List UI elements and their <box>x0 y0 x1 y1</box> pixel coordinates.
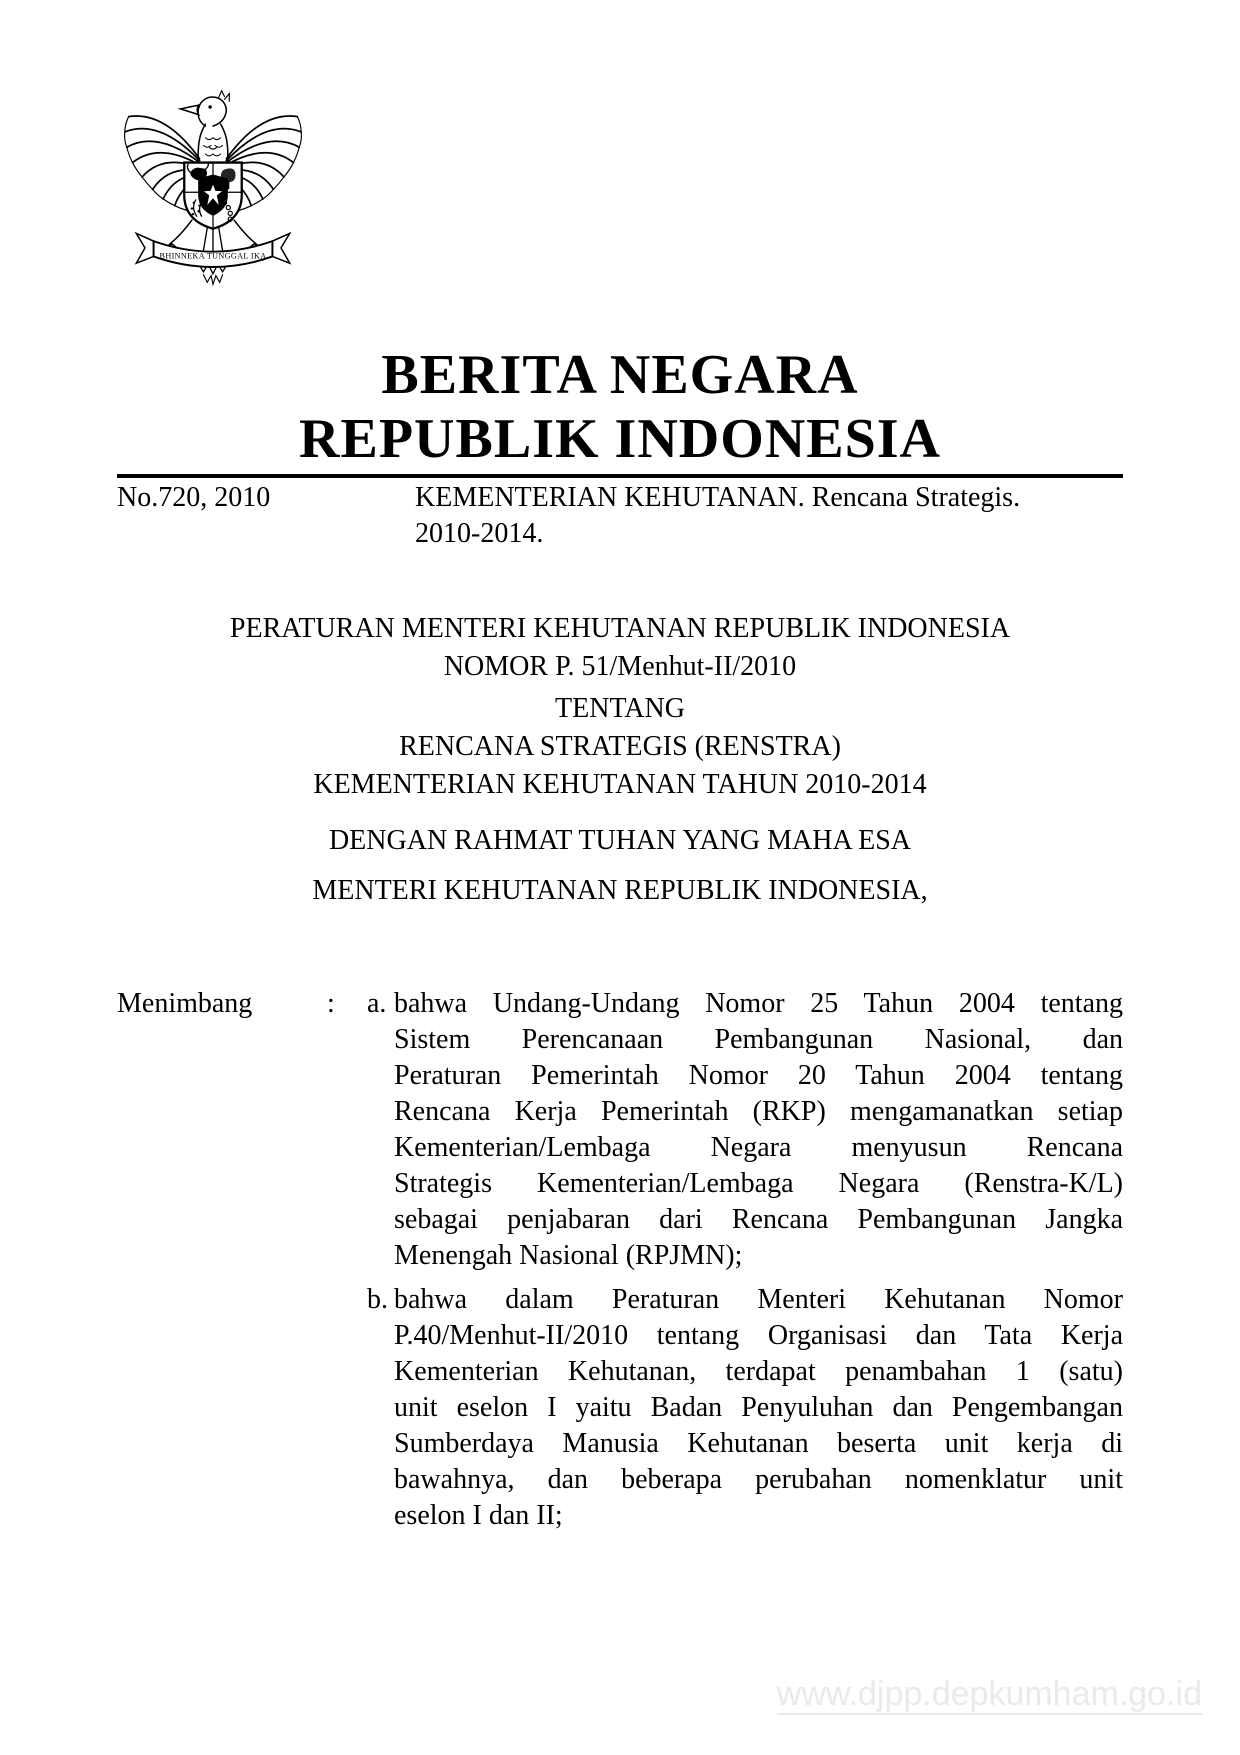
masthead-rule <box>117 474 1123 478</box>
regulation-title: PERATURAN MENTERI KEHUTANAN REPUBLIK INDONESIA <box>229 613 1011 644</box>
garuda-pancasila-emblem <box>117 84 1123 295</box>
gazette-title-line2: REPUBLIK INDONESIA <box>299 408 941 470</box>
consideration-line: bawahnya, dan beberapa perubahan nomenklatur unit <box>394 1464 1123 1495</box>
pancasila-shield <box>184 163 241 229</box>
issuing-authority: MENTERI KEHUTANAN REPUBLIK INDONESIA, <box>312 875 928 906</box>
consideration-marker: b. <box>367 1284 388 1315</box>
consideration-marker: a. <box>367 988 387 1019</box>
considerations-list <box>367 986 1123 1534</box>
gazette-number: No.720, 2010 <box>117 482 271 513</box>
consideration-line: Rencana Kerja Pemerintah (RKP) mengamanatkan setiap <box>394 1096 1123 1127</box>
considerations-section <box>117 986 1123 1534</box>
consideration-line: Menengah Nasional (RPJMN); <box>394 1240 743 1271</box>
consideration-line: P.40/Menhut-II/2010 tentang Organisasi dan Tata Kerja <box>394 1320 1123 1351</box>
regulation-number: NOMOR P. 51/Menhut-II/2010 <box>443 651 797 682</box>
consideration-line: Strategis Kementerian/Lembaga Negara (Renstra-K/L) <box>394 1168 1123 1199</box>
consideration-line: sebagai penjabaran dari Rencana Pembangunan Jangka <box>394 1204 1123 1235</box>
regulation-subject-line1: RENCANA STRATEGIS (RENSTRA) <box>399 731 841 762</box>
motto-text: BHINNEKA TUNGGAL IKA <box>159 251 267 261</box>
tentang-label: TENTANG <box>555 693 685 724</box>
regulation-subject-line2: KEMENTERIAN KEHUTANAN TAHUN 2010-2014 <box>313 769 927 800</box>
consideration-line: Sumberdaya Manusia Kehutanan beserta unit kerja di <box>394 1428 1123 1459</box>
consideration-text <box>394 986 1123 1274</box>
menimbang-colon: : <box>327 988 335 1019</box>
gazette-subject-line1: KEMENTERIAN KEHUTANAN. Rencana Strategis. <box>415 482 1021 513</box>
consideration-line: bahwa Undang-Undang Nomor 25 Tahun 2004 tentang <box>394 988 1123 1019</box>
gazette-masthead <box>117 343 1123 471</box>
consideration-line: Peraturan Pemerintah Nomor 20 Tahun 2004 tentang <box>394 1060 1123 1091</box>
consideration-line: bahwa dalam Peraturan Menteri Kehutanan Nomor <box>394 1284 1123 1315</box>
consideration-line: unit eselon I yaitu Badan Penyuluhan dan Pengembangan <box>394 1392 1123 1423</box>
watermark-url: www.djpp.depkumham.go.id <box>776 1675 1202 1713</box>
gazette-subject <box>415 480 1123 552</box>
consideration-text <box>394 1282 1123 1534</box>
gazette-header-row <box>117 480 1123 552</box>
eagle-head <box>180 91 229 126</box>
consideration-line: Kementerian/Lembaga Negara menyusun Rencana <box>394 1132 1123 1163</box>
eagle-body <box>198 124 228 162</box>
gazette-title-line1: BERITA NEGARA <box>381 344 859 406</box>
consideration-line: eselon I dan II; <box>394 1500 563 1531</box>
consideration-line: Kementerian Kehutanan, terdapat penambahan 1 (satu) <box>394 1356 1123 1387</box>
gazette-subject-line2: 2010-2014. <box>415 518 544 549</box>
menimbang-label: Menimbang <box>117 988 253 1019</box>
consideration-item <box>367 986 1123 1274</box>
right-leg <box>234 220 259 249</box>
regulation-title-block <box>117 610 1123 910</box>
consideration-item <box>367 1282 1123 1534</box>
invocation: DENGAN RAHMAT TUHAN YANG MAHA ESA <box>328 825 912 856</box>
left-leg <box>167 220 192 249</box>
consideration-line: Sistem Perencanaan Pembangunan Nasional, dan <box>394 1024 1123 1055</box>
